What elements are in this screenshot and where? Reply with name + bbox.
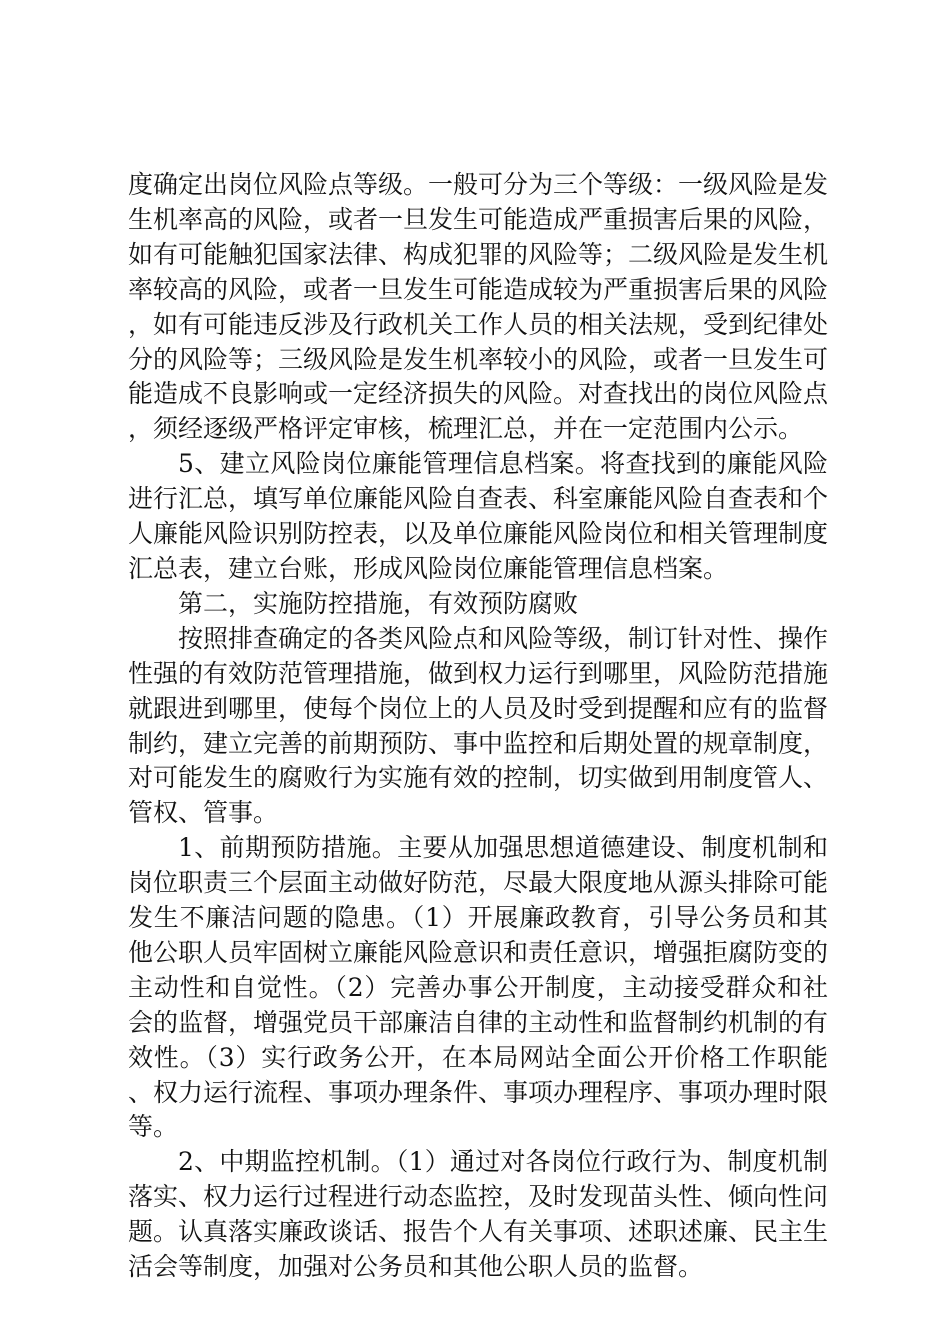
section-heading-2: 第二，实施防控措施，有效预防腐败 [178, 588, 579, 618]
paragraph-item-1: 1、前期预防措施。主要从加强思想道德建设、制度机制和岗位职责三个层面主动做好防范，尽最大限度地从源头排除可能发生不廉洁问题的隐患。（1）开展廉政教育，引导公务员和其他公职人员牢固树立廉能风险意识和责任意识，增强拒腐防变的主动性和自觉性。（2）完善办事公开制度，主动接受群众和社会的监督，增强党员干部廉洁自律的主动性和监督制约机制的有效性。（3）实行政务公开，在本局网站全面公开价格工作职能、权力运行流程、事项办理条件、事项办理程序、事项办理时限等。 [128, 833, 829, 1142]
paragraph-measures: 按照排查确定的各类风险点和风险等级，制订针对性、操作性强的有效防范管理措施，做到权力运行到哪里，风险防范措施就跟进到哪里，使每个岗位上的人员及时受到提醒和应有的监督制约，建立完善的前期预防、事中监控和后期处置的规章制度，对可能发生的腐败行为实施有效的控制，切实做到用制度管人、管权、管事。 [128, 623, 829, 828]
paragraph-item-5: 5、建立风险岗位廉能管理信息档案。将查找到的廉能风险进行汇总，填写单位廉能风险自查表、科室廉能风险自查表和个人廉能风险识别防控表，以及单位廉能风险岗位和相关管理制度汇总表，建立台账，形成风险岗位廉能管理信息档案。 [128, 449, 829, 583]
paragraph-item-2: 2、中期监控机制。（1）通过对各岗位行政行为、制度机制落实、权力运行过程进行动态监控，及时发现苗头性、倾向性问题。认真落实廉政谈话、报告个人有关事项、述职述廉、民主生活会等制度，加强对公务员和其他公职人员的监督。 [128, 1147, 829, 1282]
document-body [128, 168, 828, 1285]
paragraph-risk-levels: 度确定出岗位风险点等级。一般可分为三个等级：一级风险是发生机率高的风险，或者一旦发生可能造成严重损害后果的风险，如有可能触犯国家法律、构成犯罪的风险等；二级风险是发生机率较高的风险，或者一旦发生可能造成较为严重损害后果的风险，如有可能违反涉及行政机关工作人员的相关法规，受到纪律处分的风险等；三级风险是发生机率较小的风险，或者一旦发生可能造成不良影响或一定经济损失的风险。对查找出的岗位风险点，须经逐级严格评定审核，梳理汇总，并在一定范围内公示。 [128, 170, 829, 444]
